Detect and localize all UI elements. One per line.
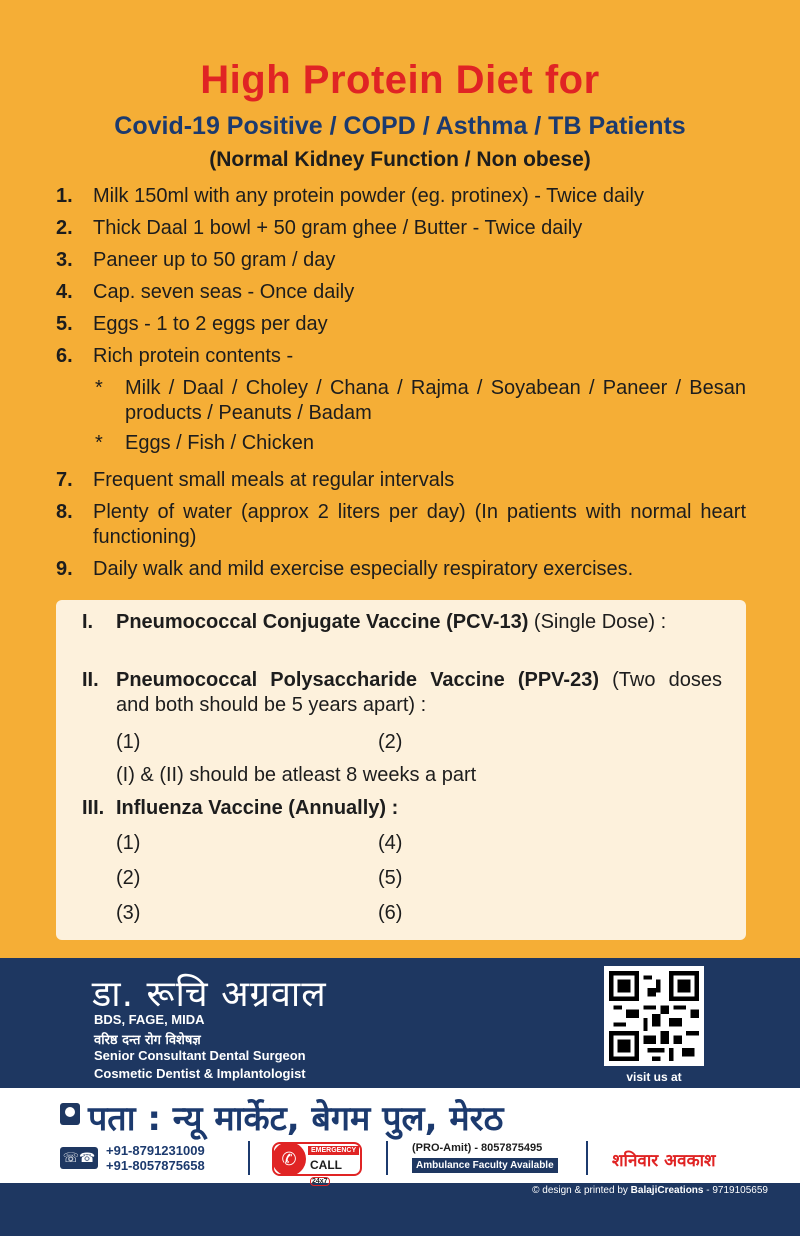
phone-icon: ☏☎ xyxy=(60,1147,98,1169)
list-item: 7. Frequent small meals at regular intervals xyxy=(56,469,455,491)
vaccine-box xyxy=(56,600,746,940)
dose-label: (1) xyxy=(116,832,141,854)
divider xyxy=(386,1141,388,1175)
vaccine-note: (I) & (II) should be atleast 8 weeks a part xyxy=(116,764,477,786)
protein-sub-list xyxy=(93,376,746,456)
page-title: High Protein Diet for xyxy=(200,58,600,102)
qr-code-icon[interactable] xyxy=(604,966,704,1066)
visit-us-label: visit us at xyxy=(626,1070,682,1084)
divider xyxy=(586,1141,588,1175)
pro-contact: (PRO-Amit) - 8057875495 xyxy=(412,1142,543,1154)
emergency-call-badge: ✆ EMERGENCY CALL 24x7 xyxy=(272,1142,362,1176)
phone-number[interactable]: +91-8057875658 xyxy=(106,1158,205,1173)
location-pin-icon xyxy=(60,1103,80,1125)
vaccine-item-pcv13: I. Pneumococcal Conjugate Vaccine (PCV-13) (Single Dose) : xyxy=(82,611,667,633)
page-subtitle: Covid-19 Positive / COPD / Asthma / TB Patients xyxy=(114,112,686,140)
vaccine-item-influenza: III. Influenza Vaccine (Annually) : xyxy=(82,797,399,819)
list-item: 9. Daily walk and mild exercise especially respiratory exercises. xyxy=(56,558,634,580)
list-item: 1. Milk 150ml with any protein powder (eg. protinex) - Twice daily xyxy=(56,185,644,207)
dose-label: (2) xyxy=(378,731,403,753)
diet-list xyxy=(56,184,746,589)
list-item: 4. Cap. seven seas - Once daily xyxy=(56,281,355,303)
sub-list-item: * Eggs / Fish / Chicken xyxy=(95,432,314,454)
weekly-holiday: शनिवार अवकाश xyxy=(612,1151,716,1171)
doctor-hindi-title: वरिष्ठ दन्त रोग विशेषज्ञ xyxy=(94,1033,201,1048)
doctor-name: डा. रूचि अग्रवाल xyxy=(92,974,327,1015)
list-item: 6. Rich protein contents - * Milk / Daal / Choley / Chana / Rajma / Soyabean / Paneer / Besan products / Peanuts / Badam * Eggs / Fish / Chicken xyxy=(56,345,746,454)
list-item: 8. Plenty of water (approx 2 liters per day) (In patients with normal heart functioning) xyxy=(56,501,746,548)
dose-label: (1) xyxy=(116,731,141,753)
emergency-call-label: CALL xyxy=(310,1158,342,1172)
sub-list-item: * Milk / Daal / Choley / Chana / Rajma / Soyabean / Paneer / Besan products / Peanuts / Badam xyxy=(95,377,746,424)
print-credit: © design & printed by BalajiCreations - 9719105659 xyxy=(532,1185,768,1196)
phone-number[interactable]: +91-8791231009 xyxy=(106,1143,205,1158)
list-item: 3. Paneer up to 50 gram / day xyxy=(56,249,336,271)
dose-label: (6) xyxy=(378,902,403,924)
doctor-specialty: Cosmetic Dentist & Implantologist xyxy=(94,1066,306,1081)
page-subtitle-note: (Normal Kidney Function / Non obese) xyxy=(209,148,591,171)
ambulance-badge: Ambulance Faculty Available xyxy=(412,1158,558,1173)
phone-plus-icon: ✆ xyxy=(272,1142,306,1176)
dose-label: (4) xyxy=(378,832,403,854)
clinic-address: पता : न्यू मार्केट, बेगम पुल, मेरठ xyxy=(88,1099,504,1139)
doctor-degrees: BDS, FAGE, MIDA xyxy=(94,1012,205,1027)
divider xyxy=(248,1141,250,1175)
vaccine-item-ppv23: II. Pneumococcal Polysaccharide Vaccine (PPV-23) (Two doses and both should be 5 years apart) : xyxy=(82,669,722,716)
emergency-hours: 24x7 xyxy=(312,1178,328,1185)
list-item: 5. Eggs - 1 to 2 eggs per day xyxy=(56,313,328,335)
dose-label: (5) xyxy=(378,867,403,889)
dose-label: (3) xyxy=(116,902,141,924)
doctor-title: Senior Consultant Dental Surgeon xyxy=(94,1048,306,1063)
phone-numbers xyxy=(106,1143,205,1173)
list-item: 2. Thick Daal 1 bowl + 50 gram ghee / Butter - Twice daily xyxy=(56,217,583,239)
dose-label: (2) xyxy=(116,867,141,889)
